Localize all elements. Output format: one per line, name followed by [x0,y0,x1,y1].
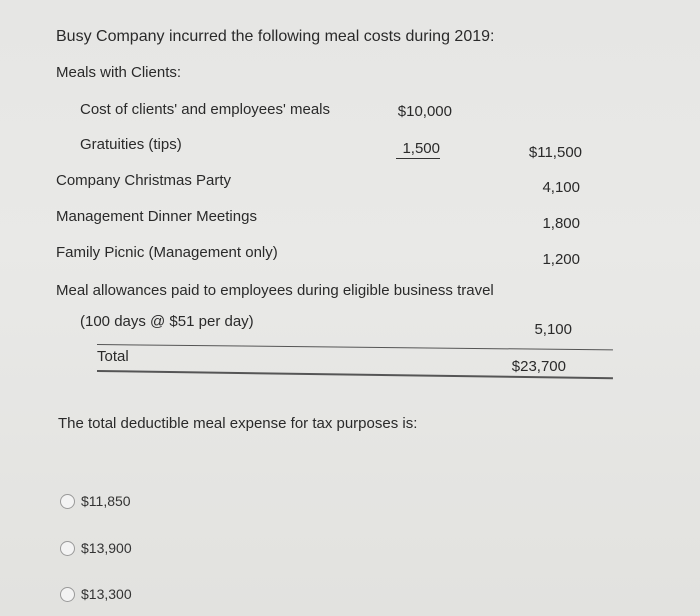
total-top-rule [97,344,613,350]
line-value-meal-allowances: 5,100 [534,321,572,338]
line-label-family-picnic: Family Picnic (Management only) [56,244,278,261]
line-label-meals: Cost of clients' and employees' meals [80,101,331,118]
choice-option-2[interactable] [60,540,132,556]
choice-label: $13,300 [81,586,132,602]
choice-option-1[interactable] [60,493,131,509]
line-value-gratuities: 1,500 [396,140,440,159]
line-label-meal-allowances: Meal allowances paid to employees during eligible business travel [56,282,494,299]
radio-circle-icon[interactable] [60,541,75,556]
choice-label: $13,900 [81,540,132,556]
total-value: $23,700 [511,358,566,375]
section-header: Meals with Clients: [56,64,182,81]
choice-label: $11,850 [81,493,131,509]
question-intro: Busy Company incurred the following meal costs during 2019: [56,28,495,45]
line-subtotal-meals-with-clients: $11,500 [528,144,582,161]
line-label-christmas-party: Company Christmas Party [56,172,232,189]
line-value-management-dinners: 1,800 [542,215,580,232]
line-value-family-picnic: 1,200 [542,251,580,268]
radio-circle-icon[interactable] [60,494,75,509]
line-value-christmas-party: 4,100 [542,179,580,196]
line-label-allowance-detail: (100 days @ $51 per day) [80,313,254,330]
line-value-meals: $10,000 [397,103,452,120]
choice-option-3[interactable] [60,586,132,602]
question-prompt: The total deductible meal expense for tax purposes is: [58,415,418,432]
radio-circle-icon[interactable] [60,587,75,602]
line-label-gratuities: Gratuities (tips) [80,136,182,153]
line-label-management-dinners: Management Dinner Meetings [56,208,257,225]
total-label: Total [97,348,129,365]
